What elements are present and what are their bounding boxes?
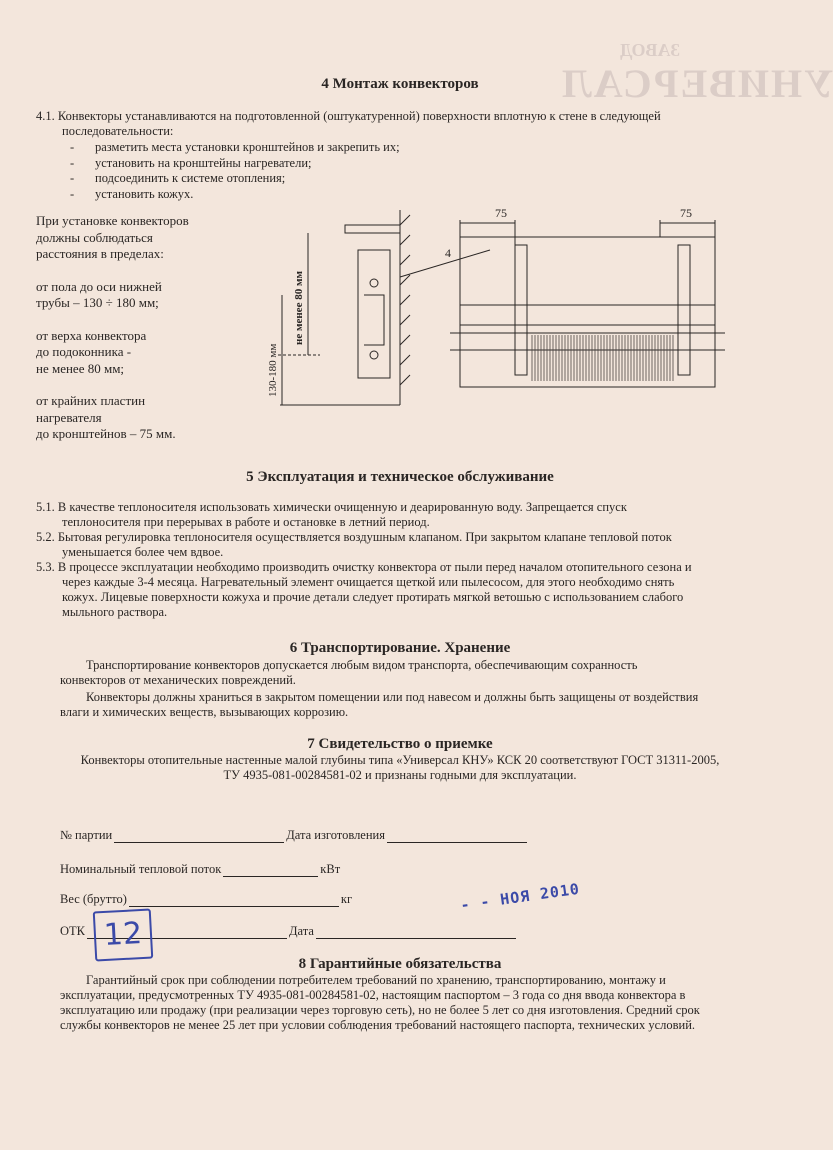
wall-hatch	[400, 210, 410, 405]
section-5-para-2: 5.2. Бытовая регулировка теплоносителя осуществляется воздушным клапаном. При закрытом клапане тепловой поток уменьшается более чем вдвое.	[36, 530, 672, 559]
installation-steps	[70, 140, 400, 202]
made-date-label: Дата изготовления	[286, 828, 385, 842]
list-item: - подсоединить к системе отопления;	[70, 171, 286, 185]
section-6-para-2: Конвекторы должны храниться в закрытом помещении или под навесом и должны быть защищены от воздействия влаги и химических веществ, вызывающих коррозию.	[60, 690, 699, 719]
weight-label: Вес (брутто)	[60, 892, 127, 906]
batch-field[interactable]	[114, 830, 284, 843]
section-7-title: 7 Свидетельство о приемке	[307, 736, 493, 752]
section-4-title: 4 Монтаж конвекторов	[321, 76, 479, 92]
dim-left-75: 75	[495, 206, 507, 220]
section-8-title: 8 Гарантийные обязательства	[298, 956, 502, 972]
section-7-para: Конвекторы отопительные настенные малой глубины типа «Универсал КНУ» КСК 20 соответствуют ГОСТ 31311-2005, ТУ 4935-081-00284581-02 и признаны годными для эксплуатации.	[80, 753, 720, 782]
otk-label: ОТК	[60, 924, 85, 938]
form-row-batch	[60, 828, 529, 843]
label-min-80: не менее 80 мм	[293, 271, 305, 345]
bleed-through-brand: УНИВЕРСАЛ	[560, 61, 833, 106]
flow-label: Номинальный тепловой поток	[60, 862, 222, 876]
list-item: - установить на кронштейны нагреватели;	[70, 155, 312, 170]
callout-4: 4	[445, 246, 451, 260]
windowsill	[345, 225, 400, 233]
section-6-para-1: Транспортирование конвекторов допускается любым видом транспорта, обеспечивающим сохранность конвекторов от механических повреждений.	[60, 658, 638, 687]
date-field[interactable]	[316, 926, 516, 939]
label-130-180: 130-180 мм	[267, 343, 279, 397]
dim-right-75: 75	[680, 206, 692, 220]
batch-label: № партии	[60, 828, 113, 842]
flow-field[interactable]	[223, 864, 318, 877]
clearance-notes: При установке конвекторов должны соблюдаться расстояния в пределах: от пола до оси нижней трубы – 130 ÷ 180 мм; от верха конвектора до подоконника - не менее 80 мм; от крайних пластин нагревателя до кронштейнов – 75 мм.	[36, 213, 189, 441]
date-label: Дата	[289, 924, 314, 938]
section-5-para-3: 5.3. В процессе эксплуатации необходимо производить очистку конвектора от пыли перед началом отопительного сезона и через каждые 3-4 месяца. Нагревательный элемент очищается щеткой или пылесосом, для этого необходимо снять кожух. Лицевые поверхности кожуха и прочие детали следует протирать мягкой ветошью с использованием слабого мыльного раствора.	[36, 560, 692, 619]
section-4-para-1: 4.1. Конвекторы устанавливаются на подготовленной (оштукатуренной) поверхности вплотную к стене в следующей последовательности:	[36, 109, 661, 138]
otk-stamp: 12	[93, 909, 154, 962]
form-row-weight	[60, 892, 352, 907]
installation-diagram	[260, 205, 730, 425]
form-row-flow	[60, 862, 340, 877]
made-date-field[interactable]	[387, 830, 527, 843]
convector-front-view	[450, 220, 725, 387]
list-item: - разметить места установки кронштейнов и закрепить их;	[70, 140, 400, 154]
weight-unit: кг	[340, 892, 353, 906]
bleed-through-text: ЗАВОД	[620, 40, 680, 60]
section-5-title: 5 Эксплуатация и техническое обслуживание	[246, 469, 554, 485]
list-item: - установить кожух.	[70, 186, 194, 201]
weight-field[interactable]	[129, 894, 339, 907]
date-stamp: - - НОЯ 2010	[459, 879, 582, 915]
section-6-title: 6 Транспортирование. Хранение	[289, 640, 511, 656]
heater-fins	[532, 335, 673, 381]
section-8-para: Гарантийный срок при соблюдении потребителем требований по хранению, транспортированию, монтажу и эксплуатации, предусмотренных ТУ 4935-081-00284581-02, настоящим паспортом – 3 года со дня ввода конвектора в эксплуатацию или продажу (при реализации через торговую сеть), но не более 5 лет со дня изготовления. Средний срок службы конвекторов не менее 25 лет при условии соблюдения требований настоящего паспорта, технических условий.	[60, 973, 700, 1032]
flow-unit: кВт	[320, 862, 341, 876]
section-5-para-1: 5.1. В качестве теплоносителя использовать химически очищенную и деарированную воду. Запрещается спуск теплоносителя при перерывах в работе и остановке в летний период.	[36, 500, 627, 529]
